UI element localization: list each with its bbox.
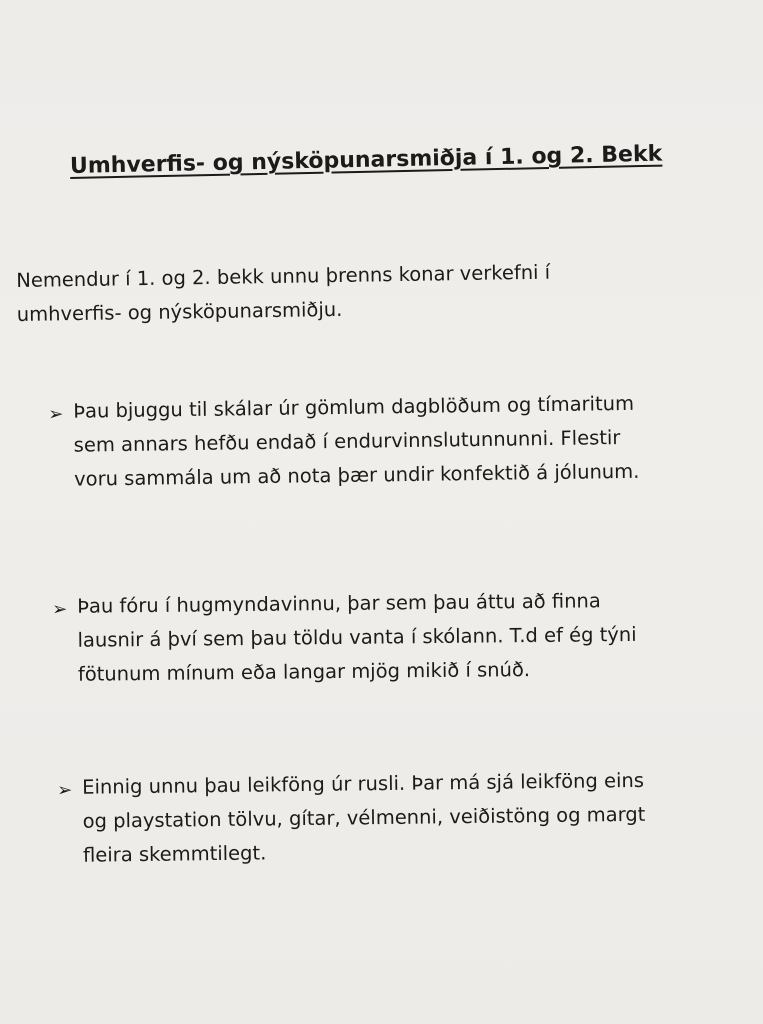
bullet-item-ideas — [52, 583, 742, 686]
intro-line: umhverfis- og nýsköpunarsmiðju. — [16, 297, 343, 326]
bullet-line: fleira skemmtilegt. — [82, 841, 267, 867]
bullet-item-toys — [57, 763, 747, 867]
intro-line: Nemendur í 1. og 2. bekk unnu þrenns konar verkefni í — [16, 260, 551, 292]
bullet-line: lausnir á því sem þau töldu vanta í skólann. T.d ef ég týni — [77, 622, 637, 652]
bullet-item-bowls — [48, 385, 738, 491]
arrow-bullet-icon: ➢ — [57, 779, 73, 801]
bullet-line: og playstation tölvu, gítar, vélmenni, veiðistöng og margt — [82, 802, 646, 833]
arrow-bullet-icon: ➢ — [48, 403, 64, 425]
intro-paragraph — [16, 253, 717, 332]
bullet-text — [77, 584, 637, 692]
bullet-line: sem annars hefðu endað í endurvinnslutunnunni. Flestir — [73, 426, 621, 457]
bullet-line: fötunum mínum eða langar mjög mikið í snúð. — [77, 657, 531, 686]
bullet-line: voru sammála um að nota þær undir konfektið á jólunum. — [74, 459, 640, 491]
bullet-text — [82, 764, 646, 873]
bullet-line: Þau fóru í hugmyndavinnu, þar sem þau áttu að finna — [77, 589, 601, 618]
bullet-line: Einnig unnu þau leikföng úr rusli. Þar má sjá leikföng eins — [82, 768, 645, 799]
bullet-text — [73, 387, 640, 497]
bullet-line: Þau bjuggu til skálar úr gömlum dagblöðum og tímaritum — [73, 391, 635, 423]
arrow-bullet-icon: ➢ — [52, 598, 68, 620]
document-title: Umhverfis- og nýsköpunarsmiðja í 1. og 2. Bekk — [69, 141, 663, 179]
